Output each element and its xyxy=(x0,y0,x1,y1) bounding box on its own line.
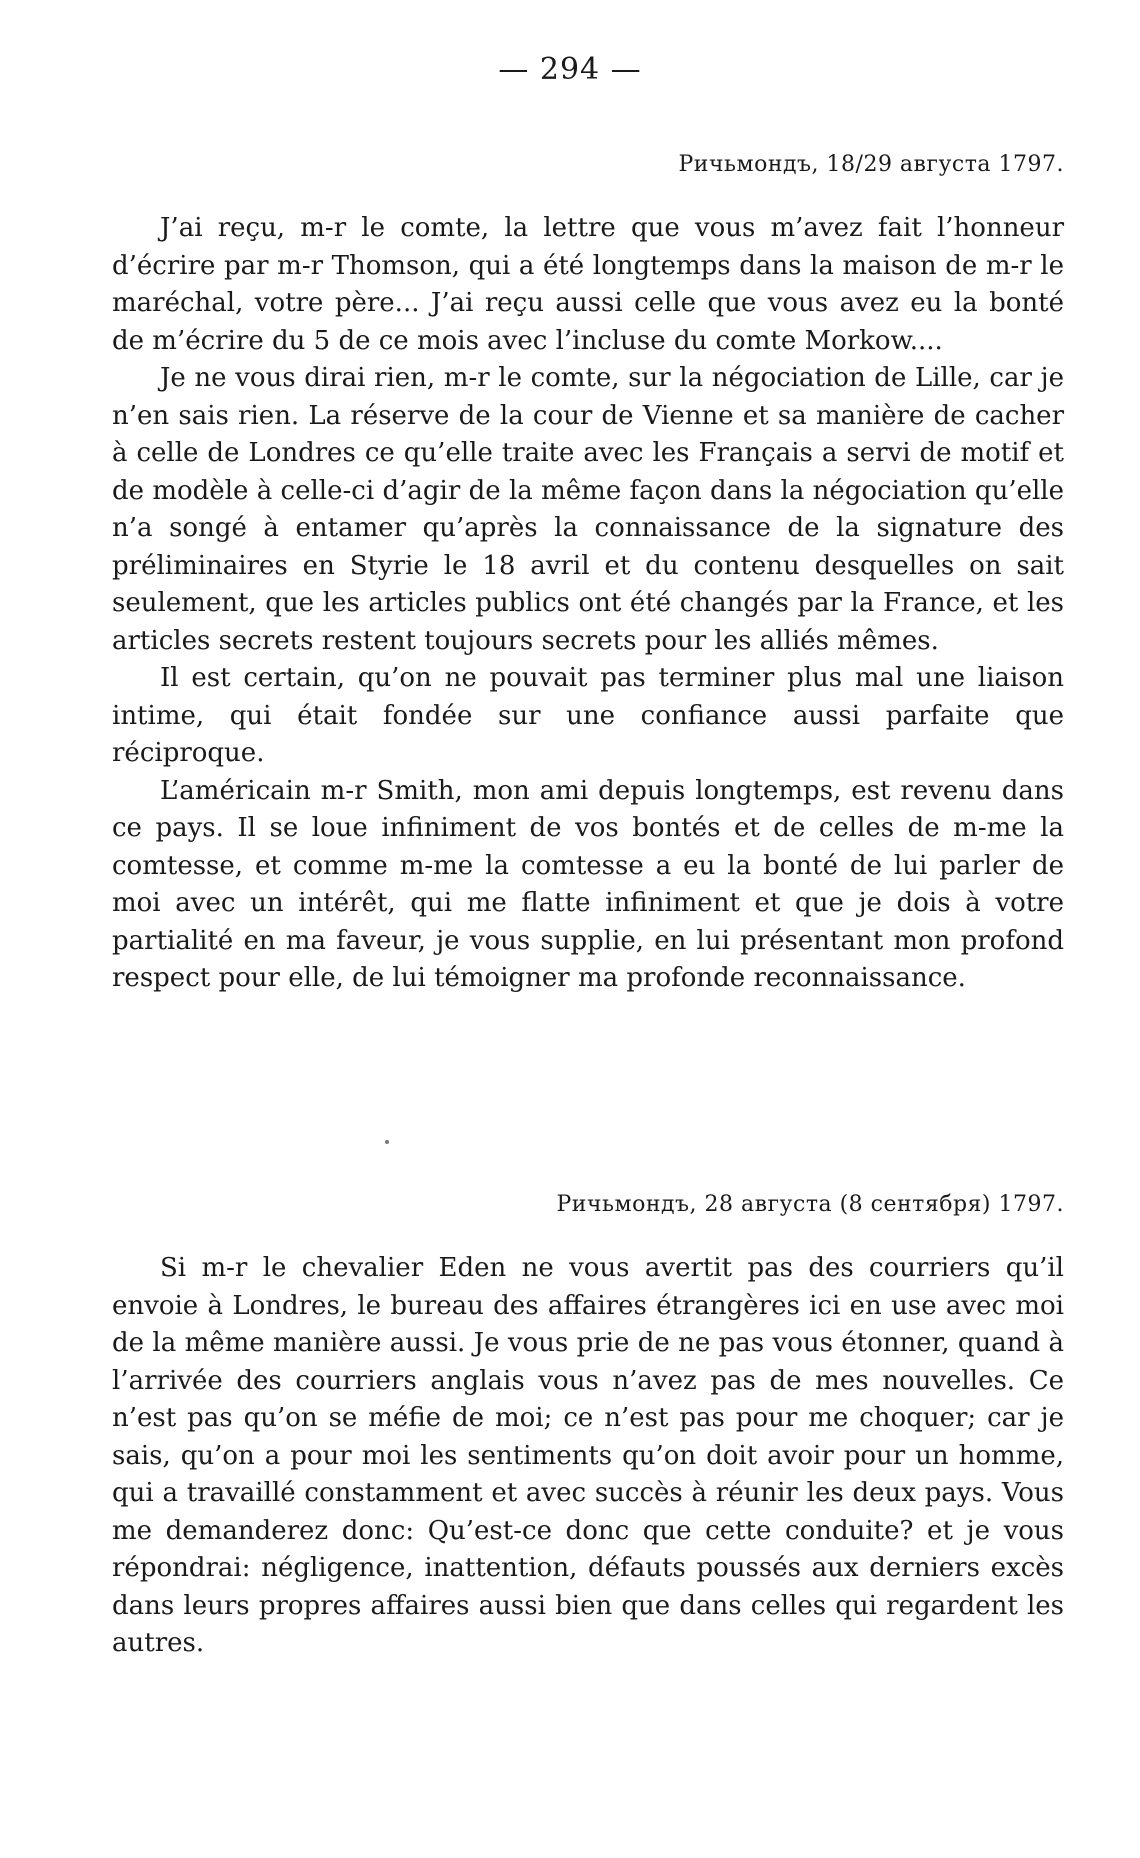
letter-1-dateline: Ричьмондъ, 18/29 августа 1797. xyxy=(678,152,1064,177)
letter-1-paragraph-4: L’américain m-r Smith, mon ami depuis longtemps, est revenu dans ce pays. Il se loue infiniment de vos bontés et de celles de m-me la comtesse, et comme m-me la comtesse a eu la bonté de lui parler de moi avec un intérêt, qui me flatte infiniment et que je dois à votre partialité en ma faveur, je vous supplie, en lui présentant mon profond respect pour elle, de lui témoigner ma profonde reconnaissance. xyxy=(112,775,1064,993)
section-separator-dot xyxy=(385,1140,389,1144)
letter-2-paragraph-1: Si m-r le chevalier Eden ne vous avertit pas des courriers qu’il envoie à Londres, le bureau des affaires étrangères ici en use avec moi de la même manière aussi. Je vous prie de ne pas vous étonner, quand à l’arrivée des courriers anglais vous n’avez pas de mes nouvelles. Ce n’est pas qu’on se méfie de moi; ce n’est pas pour me choquer; car je sais, qu’on a pour moi les sentiments qu’on doit avoir pour un homme, qui a travaillé constamment et avec succès à réunir les deux pays. Vous me demanderez donc: Qu’est-ce donc que cette conduite? et je vous répondrai: négligence, inattention, défauts poussés aux derniers excès dans leurs propres affaires aussi bien que dans celles qui regardent les autres. xyxy=(112,1253,1064,1658)
letter-1-body xyxy=(112,210,1064,998)
letter-2-body xyxy=(112,1250,1064,1663)
page-number: — 294 — xyxy=(498,52,642,87)
letter-1-paragraph-1: J’ai reçu, m-r le comte, la lettre que vous m’avez fait l’honneur d’écrire par m-r Thomson, qui a été longtemps dans la maison de m-r le maréchal, votre père... J’ai reçu aussi celle que vous avez eu la bonté de m’écrire du 5 de ce mois avec l’incluse du comte Morkow.... xyxy=(112,213,1064,356)
letter-1-paragraph-3: Il est certain, qu’on ne pouvait pas terminer plus mal une liaison intime, qui était fondée sur une confiance aussi parfaite que réciproque. xyxy=(112,663,1064,768)
letter-2-dateline: Ричьмондъ, 28 августа (8 сентября) 1797. xyxy=(556,1192,1064,1217)
letter-1-paragraph-2: Je ne vous dirai rien, m-r le comte, sur la négociation de Lille, car je n’en sais rien. La réserve de la cour de Vienne et sa manière de cacher à celle de Londres ce qu’elle traite avec les Français a servi de motif et de modèle à celle-ci d’agir de la même façon dans la négociation qu’elle n’a songé à entamer qu’après la connaissance de la signature des préliminaires en Styrie le 18 avril et du contenu desquelles on sait seulement, que les articles publics ont été changés par la France, et les articles secrets restent toujours secrets pour les alliés mêmes. xyxy=(112,363,1064,656)
